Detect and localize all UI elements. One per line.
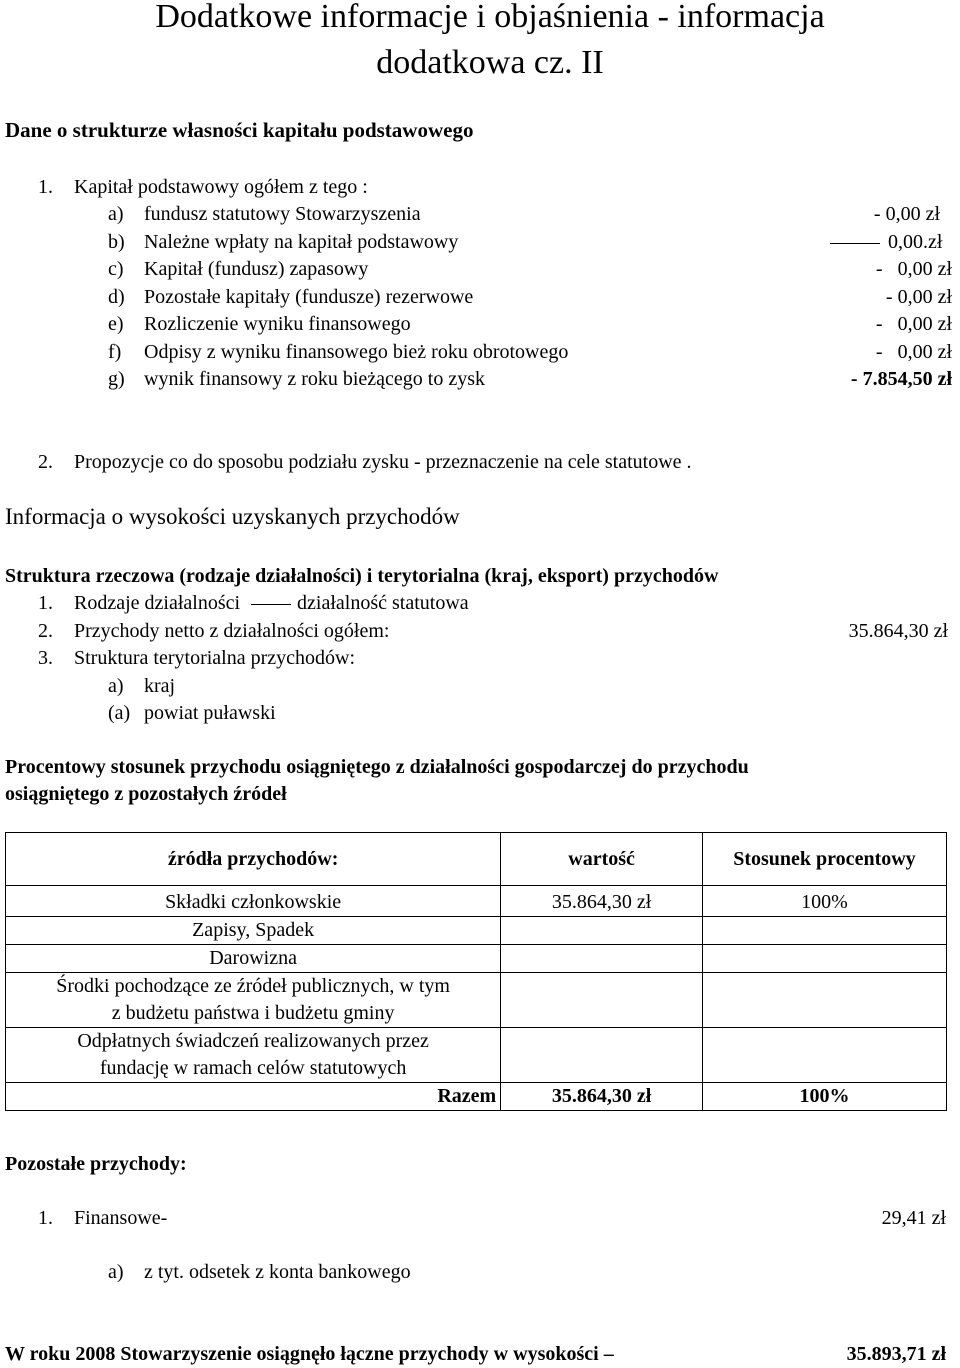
- table-cell-source: Zapisy, Spadek: [6, 917, 501, 945]
- table-cell-percent: 100%: [702, 886, 946, 917]
- subitem-value: - 0,00 zł: [875, 313, 952, 335]
- table-cell-value: [501, 973, 703, 1028]
- subitem-letter: e): [108, 313, 124, 335]
- list-item-label: Propozycje co do sposobu podziału zysku - przeznaczenie na cele statutowe .: [74, 451, 692, 473]
- table-row: [6, 945, 947, 973]
- subitem-label: powiat puławski: [144, 702, 276, 724]
- table-cell-value: [501, 917, 703, 945]
- table-cell-source: Darowizna: [6, 945, 501, 973]
- section-heading-percent-line2: osiągniętego z pozostałych źródeł: [5, 783, 287, 805]
- dash-line: [251, 604, 291, 605]
- list-item-number: 2.: [38, 620, 53, 642]
- subitem-label: Należne wpłaty na kapitał podstawowy: [144, 231, 459, 253]
- list-item-number: 2.: [38, 451, 53, 473]
- subitem-label: kraj: [144, 675, 176, 697]
- list-item-label: Struktura terytorialna przychodów:: [74, 647, 356, 669]
- subitem-value: - 0,00 zł: [875, 258, 952, 280]
- total-revenue-label: W roku 2008 Stowarzyszenie osiągnęło łączne przychody w wysokości –: [5, 1343, 614, 1365]
- table-total-value: 35.864,30 zł: [501, 1083, 703, 1111]
- subitem-label: Pozostałe kapitały (fundusze) rezerwowe: [144, 286, 474, 308]
- section-subheading: Struktura rzeczowa (rodzaje działalności) i terytorialna (kraj, eksport) przychodów: [5, 565, 719, 587]
- subitem-label: Kapitał (fundusz) zapasowy: [144, 258, 369, 280]
- section-heading-capital: Dane o strukturze własności kapitału podstawowego: [5, 118, 474, 142]
- subitem-letter: c): [108, 258, 124, 280]
- table-total-row: [6, 1083, 947, 1111]
- table-row: [6, 1028, 947, 1083]
- subitem-label: z tyt. odsetek z konta bankowego: [144, 1261, 411, 1283]
- table-total-label: Razem: [6, 1083, 501, 1111]
- financial-revenue-value: 29,41 zł: [881, 1207, 946, 1229]
- subitem-value: - 0,00 zł: [873, 203, 940, 225]
- list-item-number: 1.: [38, 176, 53, 198]
- table-row: [6, 973, 947, 1028]
- table-cell-percent: [702, 1028, 946, 1083]
- subitem-value: - 0,00 zł: [875, 341, 952, 363]
- table-header-cell: źródła przychodów:: [6, 833, 501, 886]
- subitem-label: Rozliczenie wyniku finansowego: [144, 313, 411, 335]
- total-revenue-value: 35.893,71 zł: [846, 1343, 946, 1365]
- table-header-row: [6, 833, 947, 886]
- table-row: [6, 886, 947, 917]
- table-total-percent: 100%: [702, 1083, 946, 1111]
- section-heading-other-revenue: Pozostałe przychody:: [5, 1153, 187, 1175]
- list-item-number: 1.: [38, 592, 53, 614]
- table-header-cell: wartość: [501, 833, 703, 886]
- table-cell-value: [501, 1028, 703, 1083]
- net-revenue-value: 35.864,30 zł: [848, 620, 948, 642]
- subitem-value-profit: - 7.854,50 zł: [850, 368, 952, 390]
- subitem-letter: g): [108, 368, 125, 390]
- list-item-label: Finansowe-: [74, 1207, 168, 1229]
- list-item-label: Przychody netto z działalności ogółem:: [74, 620, 390, 642]
- subitem-letter: b): [108, 231, 125, 253]
- table-cell-source: Środki pochodzące ze źródeł publicznych, w tym z budżetu państwa i budżetu gminy: [6, 973, 501, 1028]
- subitem-label: Odpisy z wyniku finansowego bież roku obrotowego: [144, 341, 569, 363]
- subitem-letter: (a): [108, 702, 131, 724]
- subitem-label: wynik finansowy z roku bieżącego to zysk: [144, 368, 486, 390]
- list-item-number: 3.: [38, 647, 53, 669]
- section-heading-revenue: Informacja o wysokości uzyskanych przychodów: [5, 504, 460, 529]
- table-header-cell: Stosunek procentowy: [702, 833, 946, 886]
- table-cell-source: Składki członkowskie: [6, 886, 501, 917]
- table-cell-value: [501, 945, 703, 973]
- subitem-value: - 0,00 zł: [885, 286, 952, 308]
- subitem-value-b: 0,00.zł: [830, 231, 942, 254]
- subitem-letter: d): [108, 286, 125, 308]
- list-item-label: Kapitał podstawowy ogółem z tego :: [74, 176, 368, 198]
- subitem-letter: a): [108, 203, 124, 225]
- table-cell-percent: [702, 917, 946, 945]
- subitem-label: fundusz statutowy Stowarzyszenia: [144, 203, 421, 225]
- section-heading-percent-line1: Procentowy stosunek przychodu osiągniętego z działalności gospodarczej do przychodu: [5, 756, 749, 778]
- list-item-activities: Rodzaje działalności działalność statutowa: [74, 592, 469, 614]
- page-title-line2: dodatkowa cz. II: [376, 44, 604, 81]
- table-cell-percent: [702, 973, 946, 1028]
- subitem-letter: a): [108, 675, 124, 697]
- table-cell-value: 35.864,30 zł: [501, 886, 703, 917]
- revenue-sources-table: [5, 832, 947, 1111]
- subitem-letter: f): [108, 341, 122, 363]
- table-row: [6, 917, 947, 945]
- dash-line: [830, 243, 880, 244]
- page-title-line1: Dodatkowe informacje i objaśnienia - informacja: [155, 0, 825, 35]
- table-cell-source: Odpłatnych świadczeń realizowanych przez fundację w ramach celów statutowych: [6, 1028, 501, 1083]
- list-item-number: 1.: [38, 1207, 53, 1229]
- subitem-letter: a): [108, 1261, 124, 1283]
- table-cell-percent: [702, 945, 946, 973]
